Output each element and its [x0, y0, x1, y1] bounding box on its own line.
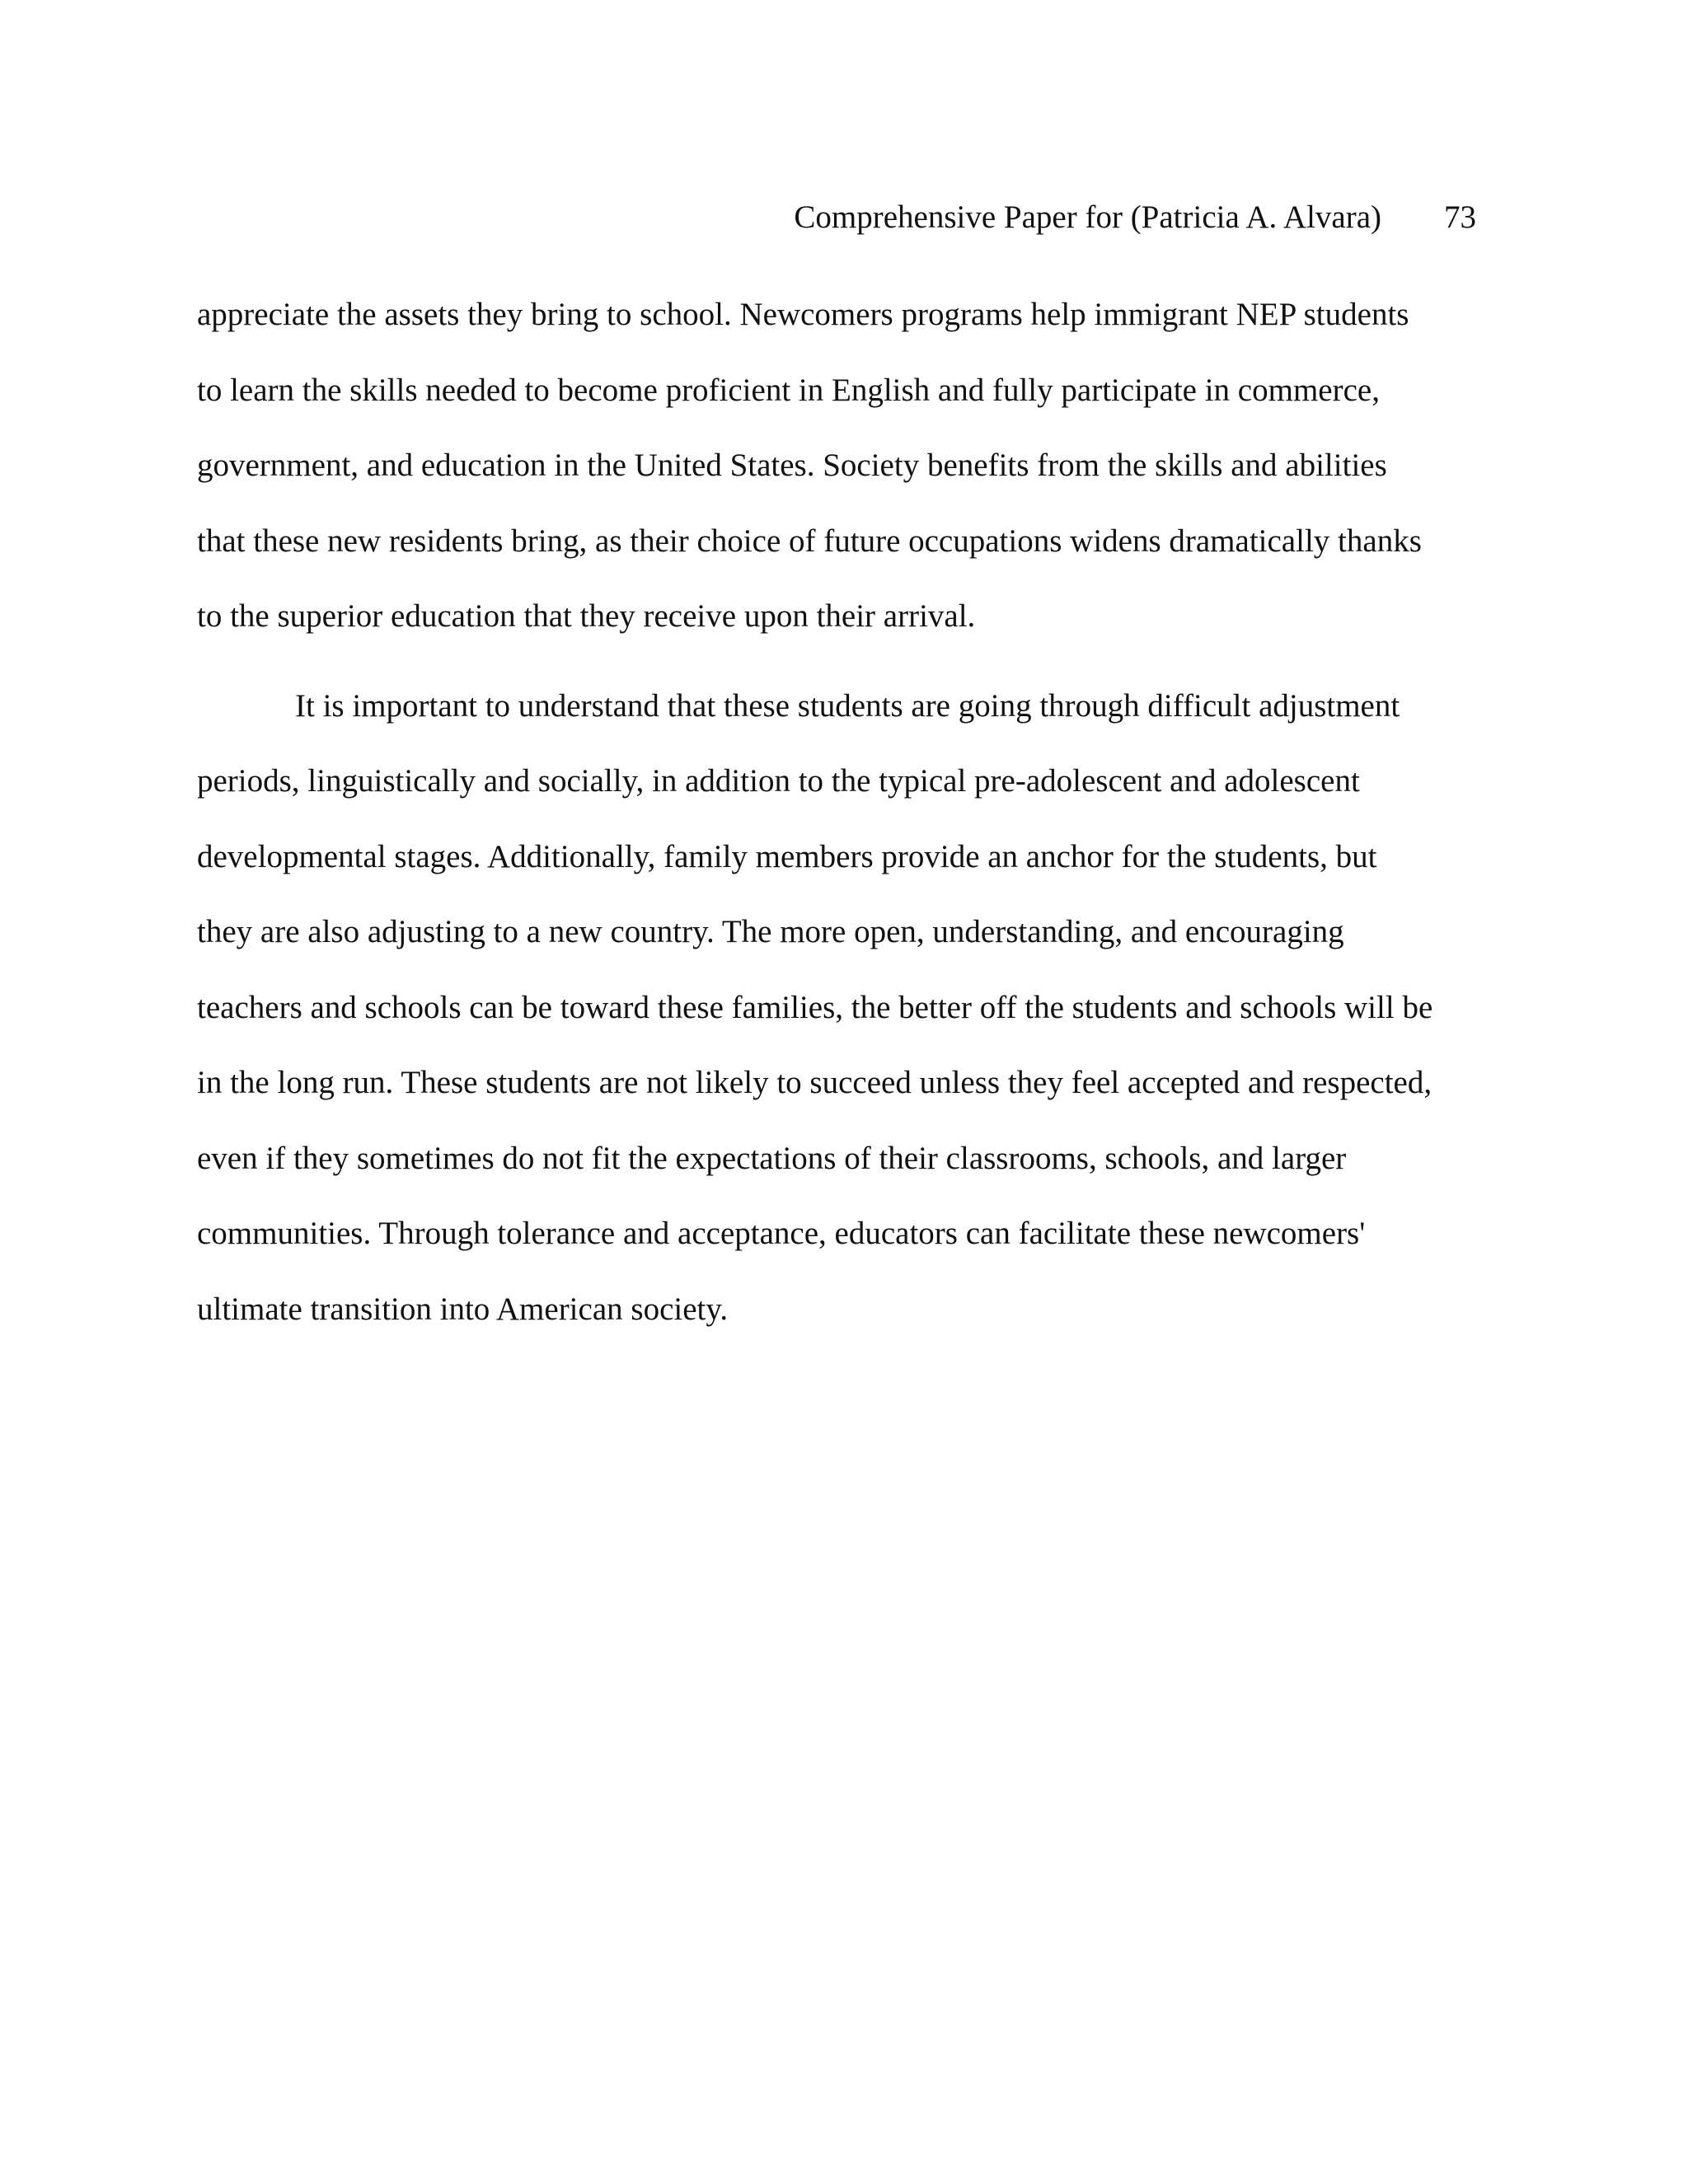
text-line: in the long run. These students are not likely to succeed unless they feel accepted and respected,: [197, 1065, 1432, 1100]
text-line: that these new residents bring, as their choice of future occupations widens dramatically thanks: [197, 523, 1422, 559]
text-line: teachers and schools can be toward these families, the better off the students and schools will be: [197, 989, 1433, 1025]
body-text: [197, 292, 1483, 1361]
text-line: It is important to understand that these students are going through difficult adjustment: [295, 687, 1400, 724]
text-line: to the superior education that they receive upon their arrival.: [197, 598, 976, 634]
paragraph-gap: [197, 669, 1483, 683]
paragraph-2: [197, 683, 1483, 1362]
running-head: [794, 194, 1476, 241]
text-line: even if they sometimes do not fit the expectations of their classrooms, schools, and larger: [197, 1140, 1347, 1176]
text-line: communities. Through tolerance and acceptance, educators can facilitate these newcomers': [197, 1216, 1366, 1251]
text-line: government, and education in the United States. Society benefits from the skills and abilities: [197, 448, 1387, 483]
text-line: they are also adjusting to a new country. The more open, understanding, and encouraging: [197, 914, 1344, 949]
text-line: to learn the skills needed to become proficient in English and fully participate in commerce,: [197, 372, 1380, 408]
text-line: appreciate the assets they bring to school. Newcomers programs help immigrant NEP students: [197, 297, 1409, 332]
text-line: ultimate transition into American society.: [197, 1291, 729, 1327]
paragraph-1: [197, 292, 1483, 669]
text-line: developmental stages. Additionally, family members provide an anchor for the students, but: [197, 838, 1377, 874]
running-title: Comprehensive Paper for (Patricia A. Alvara): [794, 199, 1381, 235]
text-line: periods, linguistically and socially, in addition to the typical pre-adolescent and adolescent: [197, 763, 1360, 799]
page-number: 73: [1444, 199, 1476, 235]
